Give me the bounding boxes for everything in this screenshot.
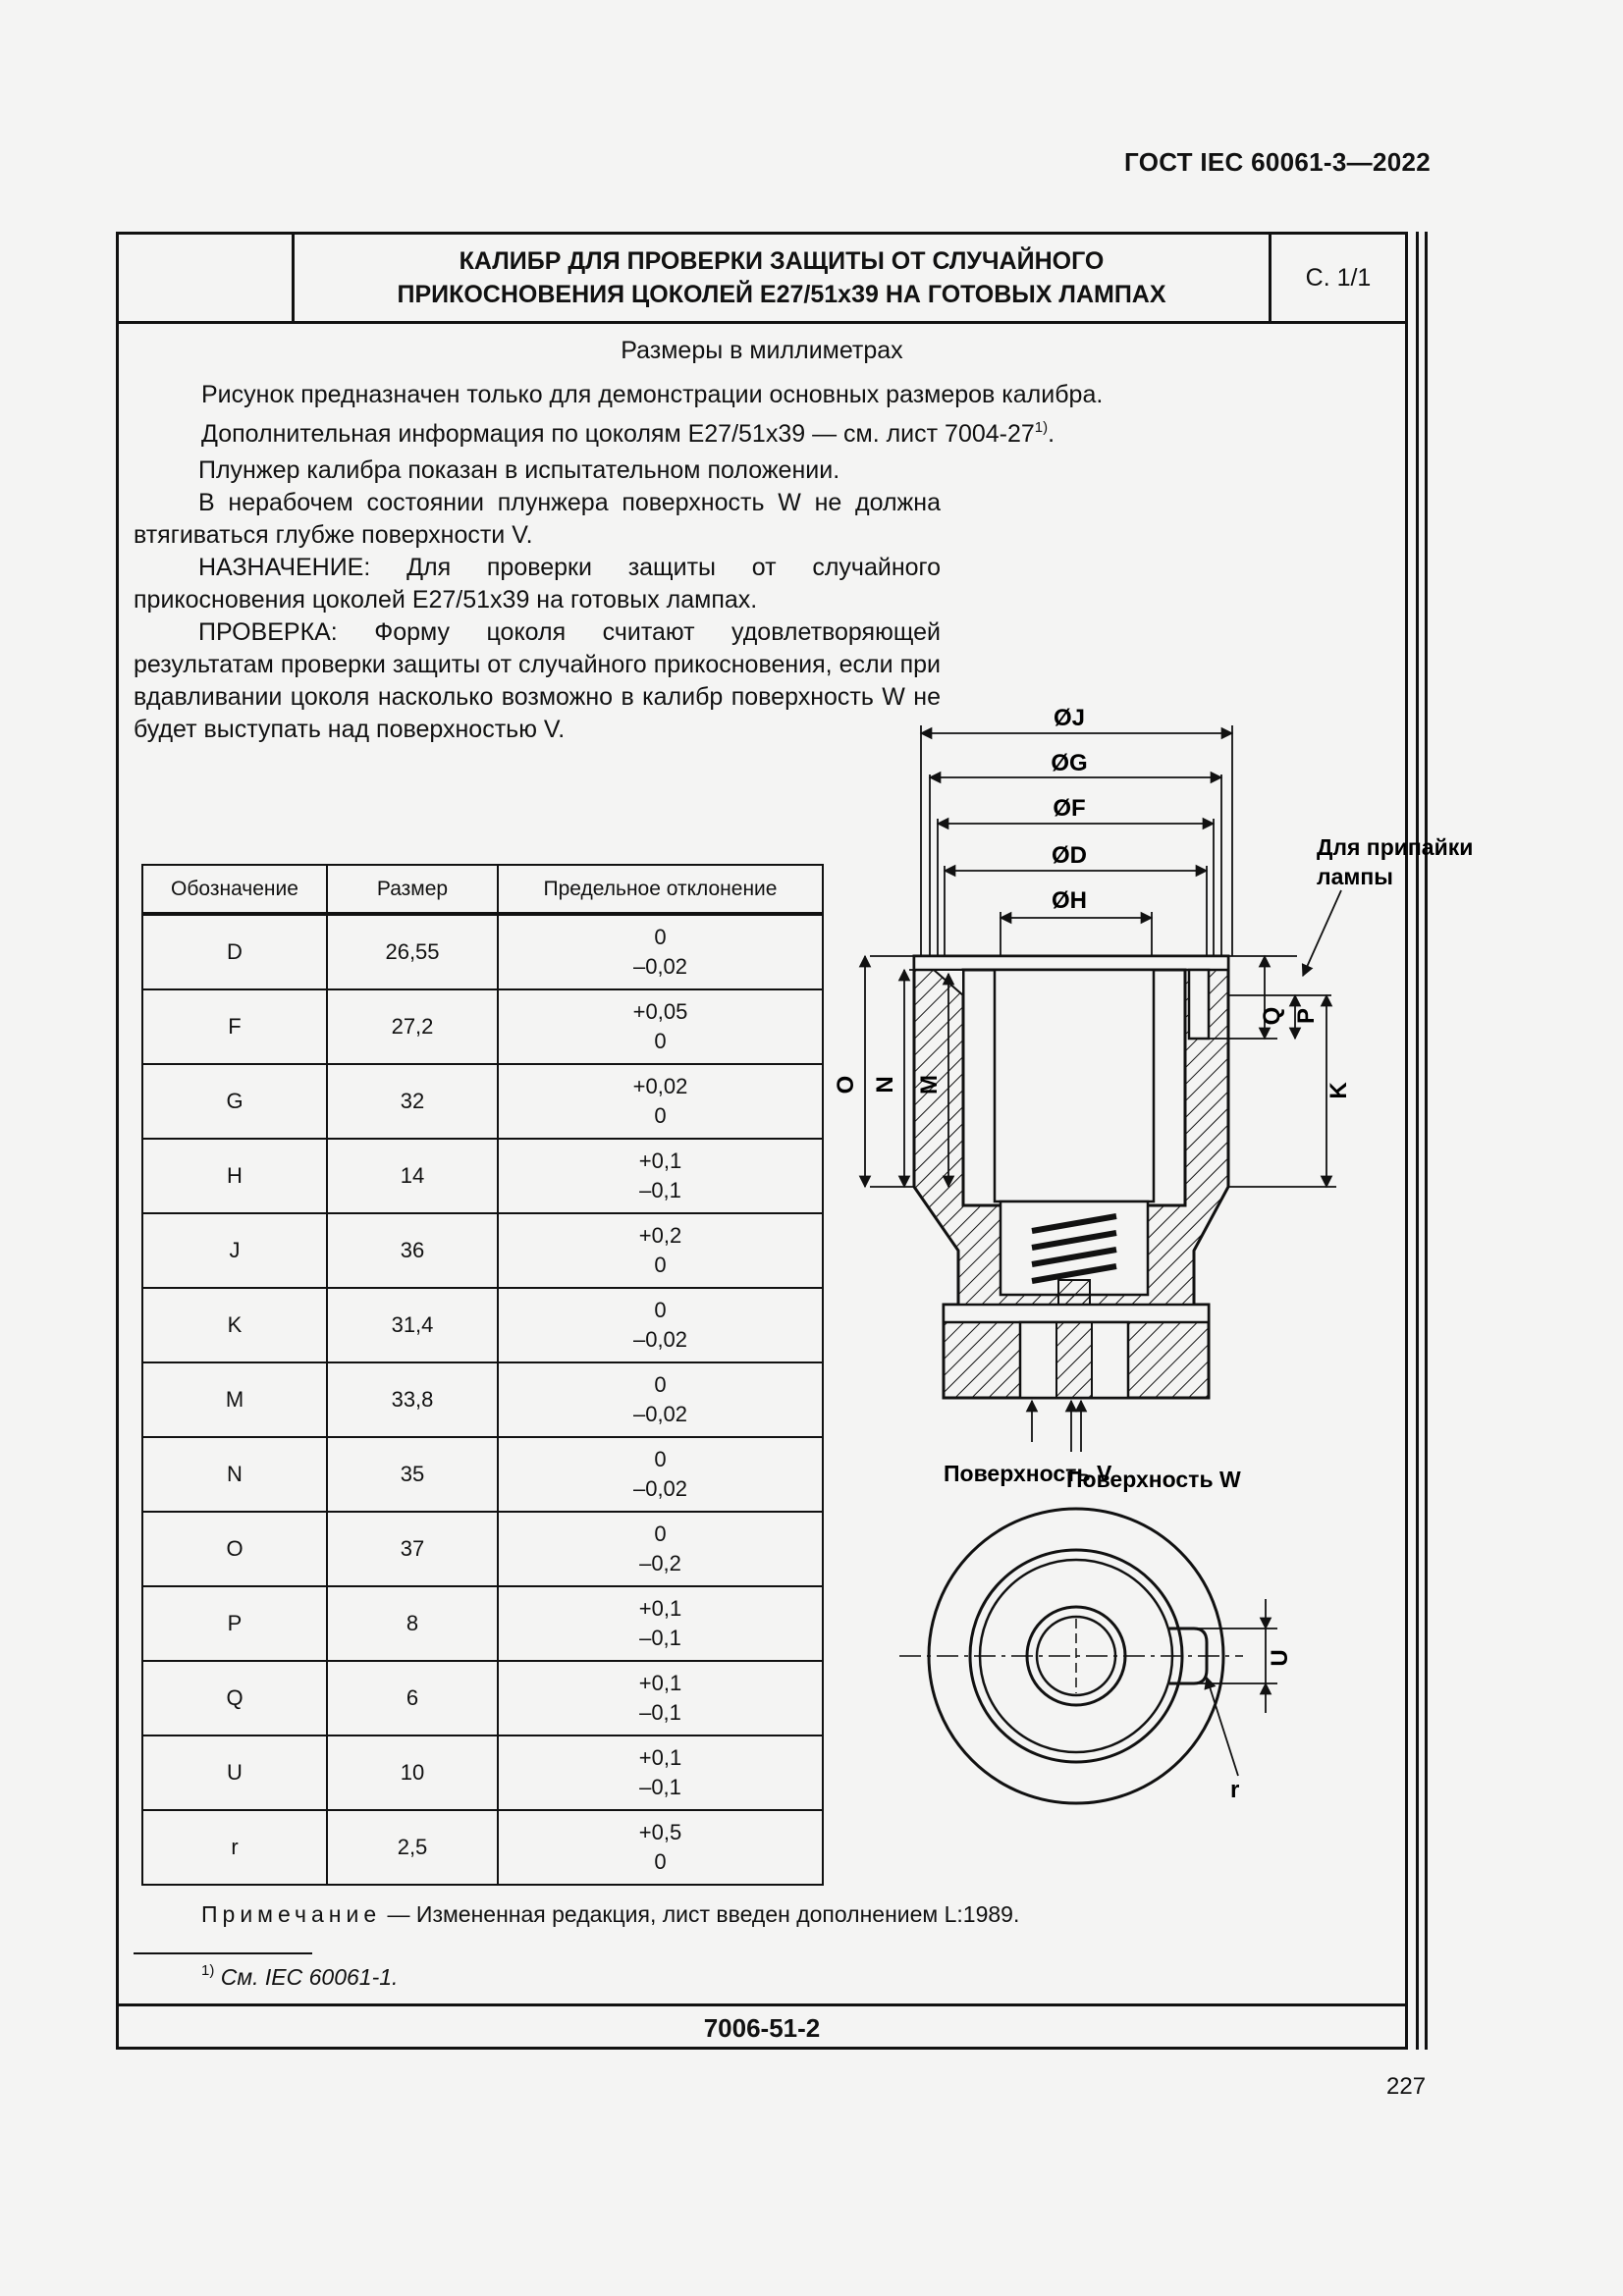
cell-size: 37 — [327, 1512, 498, 1586]
dim-label-h: ØH — [1052, 887, 1087, 914]
table-row — [142, 989, 823, 1064]
title-block — [119, 235, 1405, 324]
cell-size: 6 — [327, 1661, 498, 1735]
dim-label-n: N — [872, 1076, 898, 1094]
table-row — [142, 914, 823, 989]
tolerance-lower: –0,02 — [632, 954, 688, 979]
tolerance-lower: 0 — [654, 1103, 667, 1128]
table-row — [142, 1810, 823, 1885]
cell-symbol: F — [142, 989, 327, 1064]
tolerance-upper: 0 — [654, 1447, 667, 1471]
cell-size: 31,4 — [327, 1288, 498, 1362]
tolerance-upper: 0 — [654, 1522, 667, 1546]
table-row — [142, 1586, 823, 1661]
tolerance-upper: +0,5 — [638, 1820, 682, 1844]
footnote-mark: 1) — [201, 1962, 215, 1979]
sheet-number-bar — [119, 2003, 1405, 2050]
cell-symbol: K — [142, 1288, 327, 1362]
table-row — [142, 1437, 823, 1512]
table-row — [142, 1512, 823, 1586]
table-row — [142, 1064, 823, 1139]
title-line-1: КАЛИБР ДЛЯ ПРОВЕРКИ ЗАЩИТЫ ОТ СЛУЧАЙНОГО — [459, 247, 1105, 275]
tolerance-lower: 0 — [654, 1849, 667, 1874]
cell-size: 35 — [327, 1437, 498, 1512]
cell-tolerance — [498, 1735, 823, 1810]
dim-label-j: ØJ — [1053, 705, 1086, 731]
dimensions-table — [141, 864, 824, 1886]
dim-label-r: r — [1230, 1777, 1240, 1803]
table-row — [142, 1735, 823, 1810]
paragraph-surface: В нерабочем состоянии плунжера поверхность W не должна втягиваться глубже поверхности V. — [134, 489, 941, 549]
cell-symbol: O — [142, 1512, 327, 1586]
cell-tolerance — [498, 1362, 823, 1437]
cell-size: 14 — [327, 1139, 498, 1213]
cell-tolerance — [498, 1661, 823, 1735]
tolerance-upper: 0 — [654, 1298, 667, 1322]
table-row — [142, 1139, 823, 1213]
table-row — [142, 1362, 823, 1437]
cell-symbol: J — [142, 1213, 327, 1288]
note-label: Примечание — [201, 1901, 382, 1927]
footnote-separator — [134, 1952, 312, 1954]
cell-size: 2,5 — [327, 1810, 498, 1885]
cell-symbol: Q — [142, 1661, 327, 1735]
dim-label-f: ØF — [1053, 795, 1086, 822]
table-row — [142, 1213, 823, 1288]
cell-size: 32 — [327, 1064, 498, 1139]
tolerance-upper: +0,1 — [638, 1671, 682, 1695]
dim-label-k: K — [1325, 1082, 1352, 1099]
cell-tolerance — [498, 1064, 823, 1139]
intro-line-2 — [201, 411, 1103, 451]
cell-tolerance — [498, 989, 823, 1064]
footnote-ref: 1) — [1034, 419, 1049, 436]
table-row — [142, 1661, 823, 1735]
tolerance-lower: –0,1 — [639, 1700, 681, 1725]
description-text — [134, 454, 941, 746]
column-header-symbol: Обозначение — [142, 865, 327, 914]
cell-symbol: r — [142, 1810, 327, 1885]
intro-line-1: Рисунок предназначен только для демонстрации основных размеров калибра. — [201, 381, 1104, 408]
surface-v-label: Поверхность V — [944, 1461, 1112, 1486]
cell-symbol: G — [142, 1064, 327, 1139]
paragraph-check: ПРОВЕРКА: Форму цоколя считают удовлетворяющей результатам проверки защиты от случайного прикосновения, если при вдавливании цоколя насколько возможно в калибр поверхность W не будет выступать над поверхностью V. — [134, 618, 941, 743]
cell-tolerance — [498, 914, 823, 989]
tolerance-upper: +0,02 — [632, 1074, 688, 1098]
title-empty-cell — [119, 235, 295, 321]
title-line-2: ПРИКОСНОВЕНИЯ ЦОКОЛЕЙ E27/51x39 НА ГОТОВЫХ ЛАМПАХ — [397, 281, 1166, 308]
cell-size: 27,2 — [327, 989, 498, 1064]
dim-label-g: ØG — [1051, 750, 1088, 776]
table-header-row — [142, 865, 823, 914]
standard-header: ГОСТ IEC 60061-3—2022 — [1124, 147, 1431, 177]
sheet-number: 7006-51-2 — [703, 2012, 821, 2043]
surface-w-label: Поверхность W — [1066, 1467, 1241, 1492]
tolerance-lower: –0,1 — [639, 1626, 681, 1650]
tolerance-upper: 0 — [654, 925, 667, 949]
solder-label-line2: лампы — [1317, 864, 1393, 889]
solder-label-line1: Для припайки — [1317, 834, 1474, 860]
tolerance-lower: –0,1 — [639, 1775, 681, 1799]
cell-symbol: D — [142, 914, 327, 989]
tolerance-upper: +0,1 — [638, 1745, 682, 1770]
note-text: — Измененная редакция, лист введен дополнением L:1989. — [381, 1901, 1020, 1927]
intro-line-2-text: Дополнительная информация по цоколям E27/51x39 — см. лист 7004-27 — [201, 420, 1035, 448]
cell-size: 26,55 — [327, 914, 498, 989]
tolerance-upper: +0,05 — [632, 999, 688, 1024]
tolerance-lower: –0,02 — [632, 1476, 688, 1501]
tolerance-lower: 0 — [654, 1029, 667, 1053]
paragraph-plunger: Плунжер калибра показан в испытательном положении. — [198, 456, 840, 484]
sheet-frame — [116, 232, 1474, 2050]
cell-size: 8 — [327, 1586, 498, 1661]
gauge-drawing — [826, 460, 1533, 1815]
cell-tolerance — [498, 1213, 823, 1288]
cell-tolerance — [498, 1437, 823, 1512]
tolerance-upper: +0,1 — [638, 1148, 682, 1173]
footnote-text: См. IEC 60061-1. — [214, 1964, 399, 1990]
tolerance-lower: –0,1 — [639, 1178, 681, 1202]
tolerance-lower: –0,02 — [632, 1402, 688, 1426]
dim-label-u: U — [1267, 1649, 1293, 1667]
cell-symbol: N — [142, 1437, 327, 1512]
cell-tolerance — [498, 1288, 823, 1362]
gauge-plan-view — [899, 1509, 1293, 1803]
cell-size: 36 — [327, 1213, 498, 1288]
cell-tolerance — [498, 1586, 823, 1661]
cell-size: 10 — [327, 1735, 498, 1810]
dim-label-m: M — [916, 1075, 943, 1095]
dim-label-q: Q — [1259, 1006, 1285, 1026]
tolerance-upper: +0,2 — [638, 1223, 682, 1248]
column-header-tolerance: Предельное отклонение — [498, 865, 823, 914]
note — [201, 1901, 1019, 1928]
intro-text — [201, 378, 1103, 451]
tolerance-lower: 0 — [654, 1253, 667, 1277]
intro-line-2-end: . — [1048, 420, 1055, 448]
table-row — [142, 1288, 823, 1362]
cell-symbol: U — [142, 1735, 327, 1810]
units-caption: Размеры в миллиметрах — [621, 337, 903, 364]
cell-symbol: P — [142, 1586, 327, 1661]
cell-symbol: M — [142, 1362, 327, 1437]
cell-tolerance — [498, 1139, 823, 1213]
gauge-section-view — [833, 460, 1473, 1492]
tolerance-upper: +0,1 — [638, 1596, 682, 1621]
page-number: 227 — [1386, 2073, 1427, 2100]
cell-tolerance — [498, 1810, 823, 1885]
cell-tolerance — [498, 1512, 823, 1586]
tolerance-lower: –0,2 — [639, 1551, 681, 1575]
paragraph-purpose: НАЗНАЧЕНИЕ: Для проверки защиты от случайного прикосновения цоколей E27/51x39 на готовых лампах. — [134, 554, 941, 614]
cell-symbol: H — [142, 1139, 327, 1213]
sheet-page-indicator: С. 1/1 — [1305, 263, 1372, 292]
sheet-title — [295, 235, 1271, 321]
dim-label-o: O — [833, 1075, 859, 1095]
footnote — [201, 1962, 398, 1991]
dim-label-p: P — [1293, 1007, 1320, 1025]
tolerance-upper: 0 — [654, 1372, 667, 1397]
column-header-size: Размер — [327, 865, 498, 914]
cell-size: 33,8 — [327, 1362, 498, 1437]
dim-label-d: ØD — [1052, 842, 1087, 869]
tolerance-lower: –0,02 — [632, 1327, 688, 1352]
